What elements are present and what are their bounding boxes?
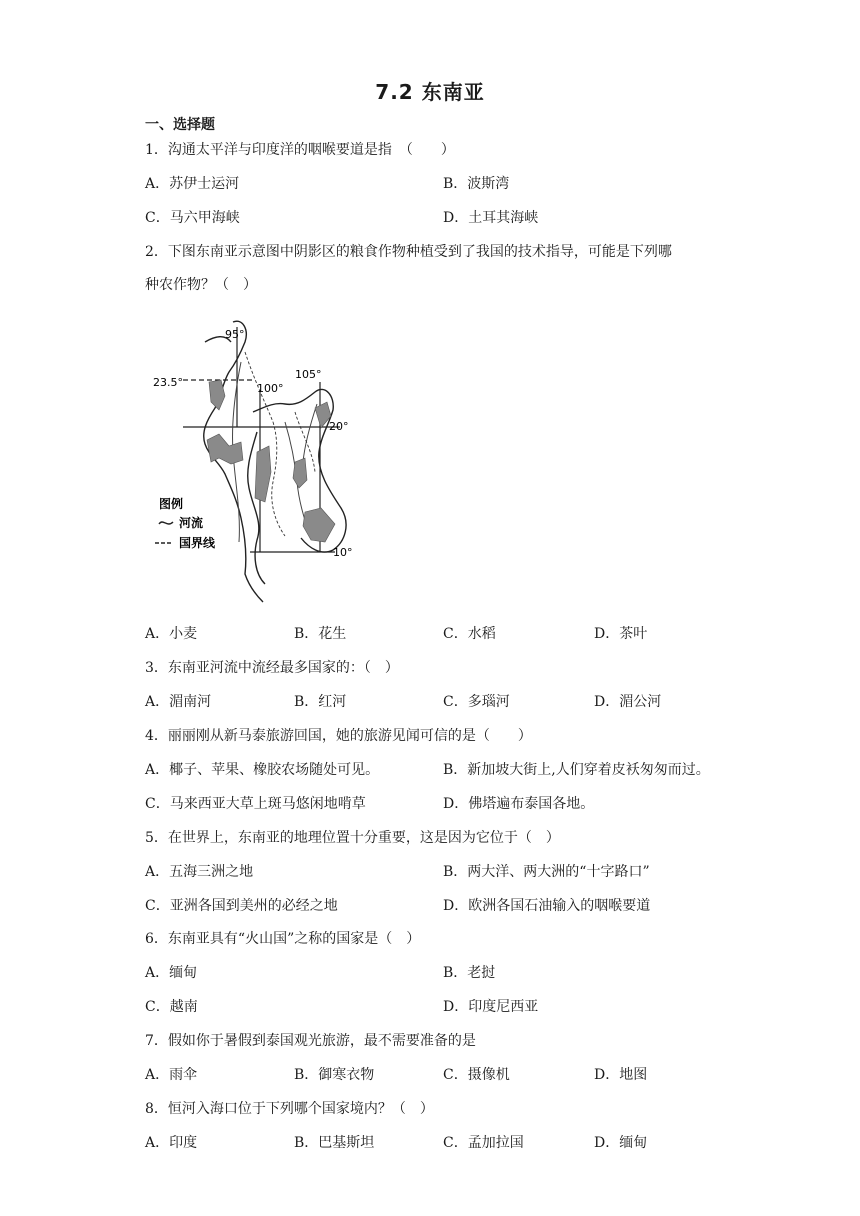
q2-option-b: B．花生 [294, 626, 347, 642]
question-3-stem: 3．东南亚河流中流经最多国家的：（ ） [145, 660, 399, 676]
q5-option-b: B．两大洋、两大洲的“十字路口” [443, 864, 650, 880]
q5-option-a: A．五海三洲之地 [145, 864, 254, 880]
q7-option-c: C．摄像机 [443, 1067, 510, 1083]
page-title: 7.2 东南亚 [375, 80, 485, 104]
q8-option-d: D．缅甸 [594, 1135, 648, 1151]
legend-title: 图例 [159, 497, 184, 511]
q7-option-a: A．雨伞 [145, 1067, 198, 1083]
question-2-stem-line2: 种农作物？（ ） [145, 277, 257, 293]
q8-option-b: B．巴基斯坦 [294, 1135, 375, 1151]
q3-option-d: D．湄公河 [594, 694, 662, 710]
q7-option-d: D．地图 [594, 1067, 648, 1083]
question-2-stem-line1: 2．下图东南亚示意图中阴影区的粮食作物种植受到了我国的技术指导，可能是下列哪 [145, 244, 672, 260]
q5-option-c: C．亚洲各国到美州的必经之地 [145, 898, 338, 914]
q1-option-a: A．苏伊士运河 [145, 176, 240, 192]
q2-option-a: A．小麦 [145, 626, 198, 642]
question-1-stem: 1．沟通太平洋与印度洋的咽喉要道是指 （ ） [145, 142, 455, 158]
section-heading: 一、选择题 [145, 117, 215, 133]
q3-option-c: C．多瑙河 [443, 694, 510, 710]
q2-option-d: D．茶叶 [594, 626, 648, 642]
q5-option-d: D．欧洲各国石油输入的咽喉要道 [443, 898, 651, 914]
q3-option-b: B．红河 [294, 694, 347, 710]
legend-border: 国界线 [179, 536, 216, 550]
q6-option-a: A．缅甸 [145, 965, 198, 981]
map-label-20: 20° [329, 420, 349, 433]
q8-option-c: C．孟加拉国 [443, 1135, 524, 1151]
q6-option-d: D．印度尼西亚 [443, 999, 539, 1015]
question-4-stem: 4．丽丽刚从新马泰旅游回国，她的旅游见闻可信的是（ ） [145, 728, 532, 744]
q4-option-d: D．佛塔遍布泰国各地。 [443, 796, 595, 812]
map-label-105: 105° [295, 368, 322, 381]
q1-option-d: D．土耳其海峡 [443, 210, 539, 226]
question-5-stem: 5．在世界上，东南亚的地理位置十分重要，这是因为它位于（ ） [145, 830, 560, 846]
q7-option-b: B．御寒衣物 [294, 1067, 375, 1083]
q4-option-b: B．新加坡大街上,人们穿着皮袄匆匆而过。 [443, 762, 710, 778]
map-label-100: 100° [257, 382, 284, 395]
q3-option-a: A．湄南河 [145, 694, 212, 710]
q4-option-a: A．椰子、苹果、橡胶农场随处可见。 [145, 762, 380, 778]
question-6-stem: 6．东南亚具有“火山国”之称的国家是（ ） [145, 931, 421, 947]
q6-option-b: B．老挝 [443, 965, 496, 981]
map-label-23-5: 23.5° [153, 376, 183, 389]
q4-option-c: C．马来西亚大草上斑马悠闲地啃草 [145, 796, 366, 812]
map-label-10: 10° [333, 546, 353, 559]
map-label-95: 95° [225, 328, 245, 341]
q1-option-c: C．马六甲海峡 [145, 210, 240, 226]
q6-option-c: C．越南 [145, 999, 198, 1015]
q2-option-c: C．水稻 [443, 626, 496, 642]
southeast-asia-map [145, 312, 370, 608]
legend-river: 河流 [179, 516, 204, 530]
q1-option-b: B．波斯湾 [443, 176, 510, 192]
question-8-stem: 8．恒河入海口位于下列哪个国家境内？（ ） [145, 1101, 434, 1117]
question-7-stem: 7．假如你于暑假到泰国观光旅游，最不需要准备的是 [145, 1033, 476, 1049]
legend-river-icon [159, 522, 173, 524]
q8-option-a: A．印度 [145, 1135, 198, 1151]
